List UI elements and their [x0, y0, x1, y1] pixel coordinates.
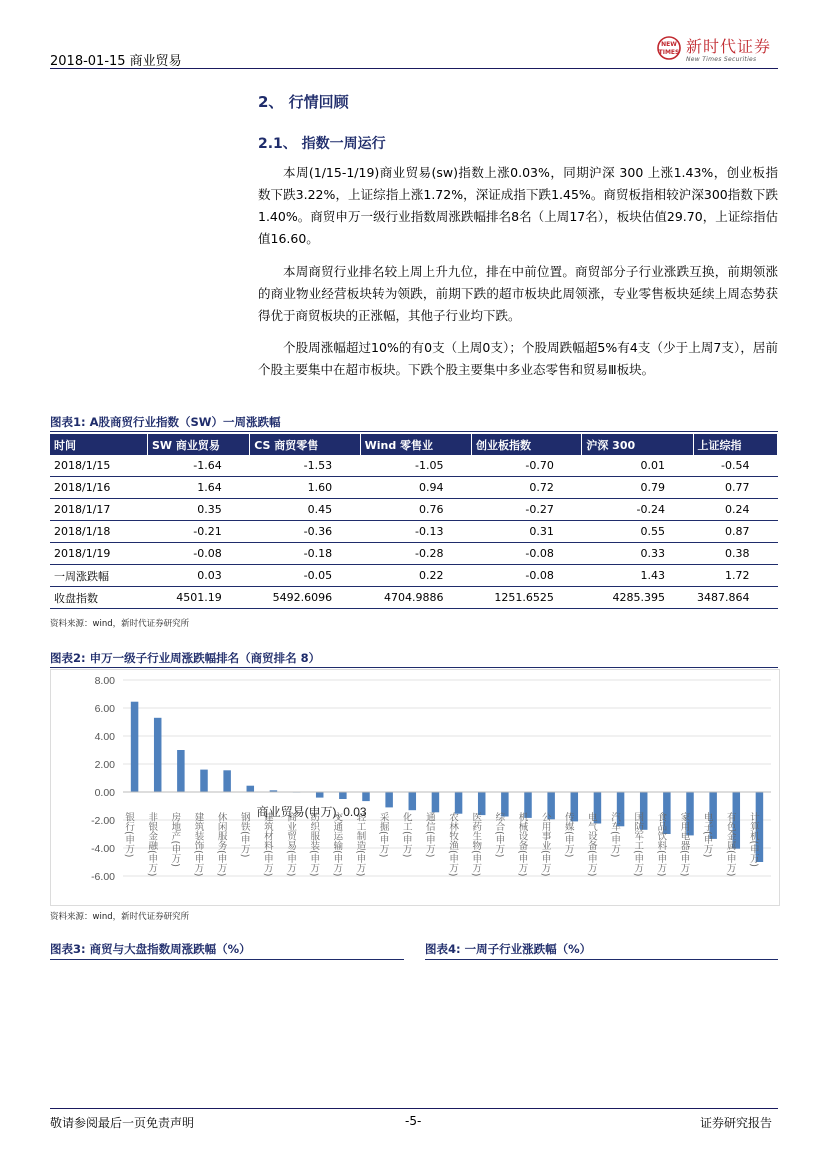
table-row — [50, 477, 778, 499]
chart-bar — [339, 792, 347, 799]
x-category-label: 轻工制造(申万) — [354, 812, 366, 877]
x-category-label: 医药生物(申万) — [470, 812, 482, 877]
section-heading: 2、 行情回顾 — [258, 93, 349, 111]
table-cell: -0.28 — [360, 543, 471, 565]
x-category-label: 纺织服装(申万) — [308, 812, 320, 877]
x-category-label: 非银金融(申万) — [146, 812, 158, 877]
industry-bar-chart — [51, 670, 779, 905]
paragraph-ranking: 本周商贸行业排名较上周上升九位，排在中前位置。商贸部分子行业涨跌互换，前期领涨的商业物业经营板块转为领跌，前期下跌的超市板块此周领涨，专业零售板块延续上周态势获得优于商贸板块的正涨幅，其他子行业均下跌。 — [258, 264, 778, 323]
x-category-label: 建筑装饰(申万) — [192, 812, 204, 877]
table-row — [50, 521, 778, 543]
x-category-label: 家用电器(申万) — [678, 812, 690, 877]
logo-name: 新时代证券 — [686, 37, 772, 56]
chart-source: 资料来源：wind，新时代证券研究所 — [50, 912, 190, 922]
x-category-label: 公用事业(申万) — [539, 812, 551, 877]
table-cell: 4704.9886 — [360, 587, 471, 609]
table-row — [50, 499, 778, 521]
table-row — [50, 565, 778, 587]
table-cell: -1.53 — [250, 455, 360, 477]
table-cell: 0.24 — [693, 499, 778, 521]
chart-bar — [432, 792, 440, 812]
table-cell: -0.27 — [471, 499, 581, 521]
table-cell: 0.94 — [360, 477, 471, 499]
chart-annotation: 商业贸易(申万), 0.03 — [256, 805, 367, 819]
x-category-label: 农林牧渔(申万) — [447, 812, 459, 877]
fig4-caption: 图表4: 一周子行业涨跌幅（%） — [425, 942, 592, 956]
table-cell: 1251.6525 — [471, 587, 581, 609]
table-row-label: 一周涨跌幅 — [50, 565, 148, 587]
chart-bar — [455, 792, 463, 814]
col-header-shci: 上证综指 — [693, 434, 778, 455]
header-date-industry: 2018-01-15 商业贸易 — [50, 54, 182, 69]
table-cell: 0.79 — [582, 477, 693, 499]
x-category-label: 交通运输(申万) — [331, 812, 343, 877]
y-tick-label: -2.00 — [91, 815, 115, 827]
y-tick-label: 0.00 — [94, 787, 115, 799]
table-cell: 0.55 — [582, 521, 693, 543]
table-row — [50, 455, 778, 477]
table-cell: -0.70 — [471, 455, 581, 477]
x-category-label: 房地产(申万) — [169, 812, 181, 867]
x-category-label: 有色金属(申万) — [724, 812, 736, 877]
table-cell: -0.24 — [582, 499, 693, 521]
x-category-label: 汽车(申万) — [609, 812, 621, 858]
index-change-table — [50, 434, 778, 609]
x-category-label: 休闲服务(申万) — [215, 812, 227, 877]
fig3-caption-rule — [50, 959, 404, 960]
table-cell: 1.60 — [250, 477, 360, 499]
table-row-label: 2018/1/19 — [50, 543, 148, 565]
table-cell: 0.01 — [582, 455, 693, 477]
table-cell: 5492.6096 — [250, 587, 360, 609]
table-cell: 0.72 — [471, 477, 581, 499]
x-category-label: 化工(申万) — [400, 812, 412, 858]
table-cell: -1.64 — [148, 455, 250, 477]
paragraph-stocks: 个股周涨幅超过10%的有0支（上周0支）；个股周跌幅超5%有4支（少于上周7支），居前个股主要集中在超市板块。下跌个股主要集中多业态零售和贸易Ⅲ板块。 — [258, 340, 778, 377]
chart-bar — [177, 750, 185, 792]
fig3-caption: 图表3: 商贸与大盘指数周涨跌幅（%） — [50, 942, 251, 956]
fig4-caption-rule — [425, 959, 778, 960]
chart-bar — [409, 792, 417, 810]
x-category-label: 食品饮料(申万) — [655, 812, 667, 877]
x-category-label: 综合(申万) — [493, 812, 505, 858]
y-tick-label: 6.00 — [94, 703, 115, 715]
x-category-label: 机械设备(申万) — [516, 812, 528, 877]
x-category-label: 传媒(申万) — [562, 812, 574, 858]
x-category-label: 商业贸易(申万) — [285, 812, 297, 877]
col-header-hs300: 沪深 300 — [582, 434, 693, 455]
table-row — [50, 587, 778, 609]
y-tick-label: -6.00 — [91, 871, 115, 883]
table-cell: -0.36 — [250, 521, 360, 543]
chart-bar — [200, 770, 208, 792]
table-cell: 0.35 — [148, 499, 250, 521]
col-header-wind: Wind 零售业 — [360, 434, 471, 455]
table-cell: 0.03 — [148, 565, 250, 587]
x-category-label: 电子(申万) — [701, 812, 713, 858]
x-category-label: 采掘(申万) — [377, 812, 389, 858]
logo-mark-times: TIMES — [658, 49, 680, 56]
subsection-heading: 2.1、 指数一周运行 — [258, 136, 386, 152]
table-header-row — [50, 434, 778, 455]
table-cell: -0.08 — [471, 543, 581, 565]
x-category-label: 建筑材料(申万) — [261, 812, 273, 877]
col-header-sw: SW 商业贸易 — [148, 434, 250, 455]
table-cell: 1.72 — [693, 565, 778, 587]
x-category-label: 通信(申万) — [423, 812, 435, 858]
table-cell: 4285.395 — [582, 587, 693, 609]
x-category-label: 钢铁(申万) — [238, 812, 250, 858]
table-cell: -0.05 — [250, 565, 360, 587]
chart-bar — [316, 792, 324, 798]
table-cell: 0.77 — [693, 477, 778, 499]
chart-caption: 图表2: 申万一级子行业周涨跌幅排名（商贸排名 8） — [50, 651, 321, 665]
table-row-label: 2018/1/18 — [50, 521, 148, 543]
table-cell: 4501.19 — [148, 587, 250, 609]
logo-subtitle: New Times Securities — [686, 56, 757, 63]
y-tick-label: -4.00 — [91, 843, 115, 855]
chart-bar — [131, 702, 139, 792]
table-cell: -0.08 — [471, 565, 581, 587]
table-cell: 1.43 — [582, 565, 693, 587]
table-cell: -0.08 — [148, 543, 250, 565]
col-header-chinext: 创业板指数 — [471, 434, 581, 455]
x-category-label: 计算机(申万) — [747, 812, 759, 867]
table-cell: -1.05 — [360, 455, 471, 477]
y-tick-label: 8.00 — [94, 675, 115, 687]
paragraph-index-summary: 本周(1/15-1/19)商业贸易(sw)指数上涨0.03%，同期沪深 300 上涨1.43%，创业板指数下跌3.22%，上证综指上涨1.72%，深证成指下跌1.45%。商贸板指相较沪深300指数下跌1.40%。商贸申万一级行业指数周涨跌幅排名8名（上周17名），板块估值29.70，上证综指估值16.60。 — [258, 165, 778, 246]
table1-source: 资料来源：wind，新时代证券研究所 — [50, 619, 190, 629]
table1-caption: 图表1: A股商贸行业指数（SW）一周涨跌幅 — [50, 415, 281, 429]
table-cell: -0.13 — [360, 521, 471, 543]
chart-bar — [154, 718, 162, 792]
logo-mark-new: NEW — [661, 41, 677, 48]
table-cell: 0.33 — [582, 543, 693, 565]
table-cell: 0.22 — [360, 565, 471, 587]
col-header-time: 时间 — [50, 434, 148, 455]
table-row-label: 收盘指数 — [50, 587, 148, 609]
table-row-label: 2018/1/15 — [50, 455, 148, 477]
x-category-label: 国防军工(申万) — [632, 812, 644, 877]
table-cell: -0.18 — [250, 543, 360, 565]
chart-bar — [362, 792, 370, 801]
chart-bar — [247, 786, 255, 792]
table-cell: -0.21 — [148, 521, 250, 543]
table-row — [50, 543, 778, 565]
header-divider — [50, 68, 778, 69]
table-cell: 0.45 — [250, 499, 360, 521]
footer-disclaimer: 敬请参阅最后一页免责声明 — [50, 1116, 195, 1130]
col-header-cs: CS 商贸零售 — [250, 434, 360, 455]
y-tick-label: 2.00 — [94, 759, 115, 771]
chart-frame — [50, 669, 780, 906]
table-row-label: 2018/1/16 — [50, 477, 148, 499]
footer-divider — [50, 1108, 778, 1109]
table-cell: 3487.864 — [693, 587, 778, 609]
table-row-label: 2018/1/17 — [50, 499, 148, 521]
table-cell: -0.54 — [693, 455, 778, 477]
table-cell: 0.38 — [693, 543, 778, 565]
chart-bar — [385, 792, 393, 807]
table-cell: 0.87 — [693, 521, 778, 543]
x-category-label: 银行(申万) — [123, 812, 135, 858]
table-cell: 1.64 — [148, 477, 250, 499]
table1-caption-rule — [50, 431, 778, 432]
footer-report-type: 证券研究报告 — [700, 1116, 773, 1130]
chart-bar — [223, 770, 231, 792]
x-category-label: 电气设备(申万) — [585, 812, 597, 877]
table-cell: 0.76 — [360, 499, 471, 521]
y-tick-label: 4.00 — [94, 731, 115, 743]
footer-page-number: -5- — [405, 1114, 422, 1128]
chart-caption-rule — [50, 667, 778, 668]
table-cell: 0.31 — [471, 521, 581, 543]
